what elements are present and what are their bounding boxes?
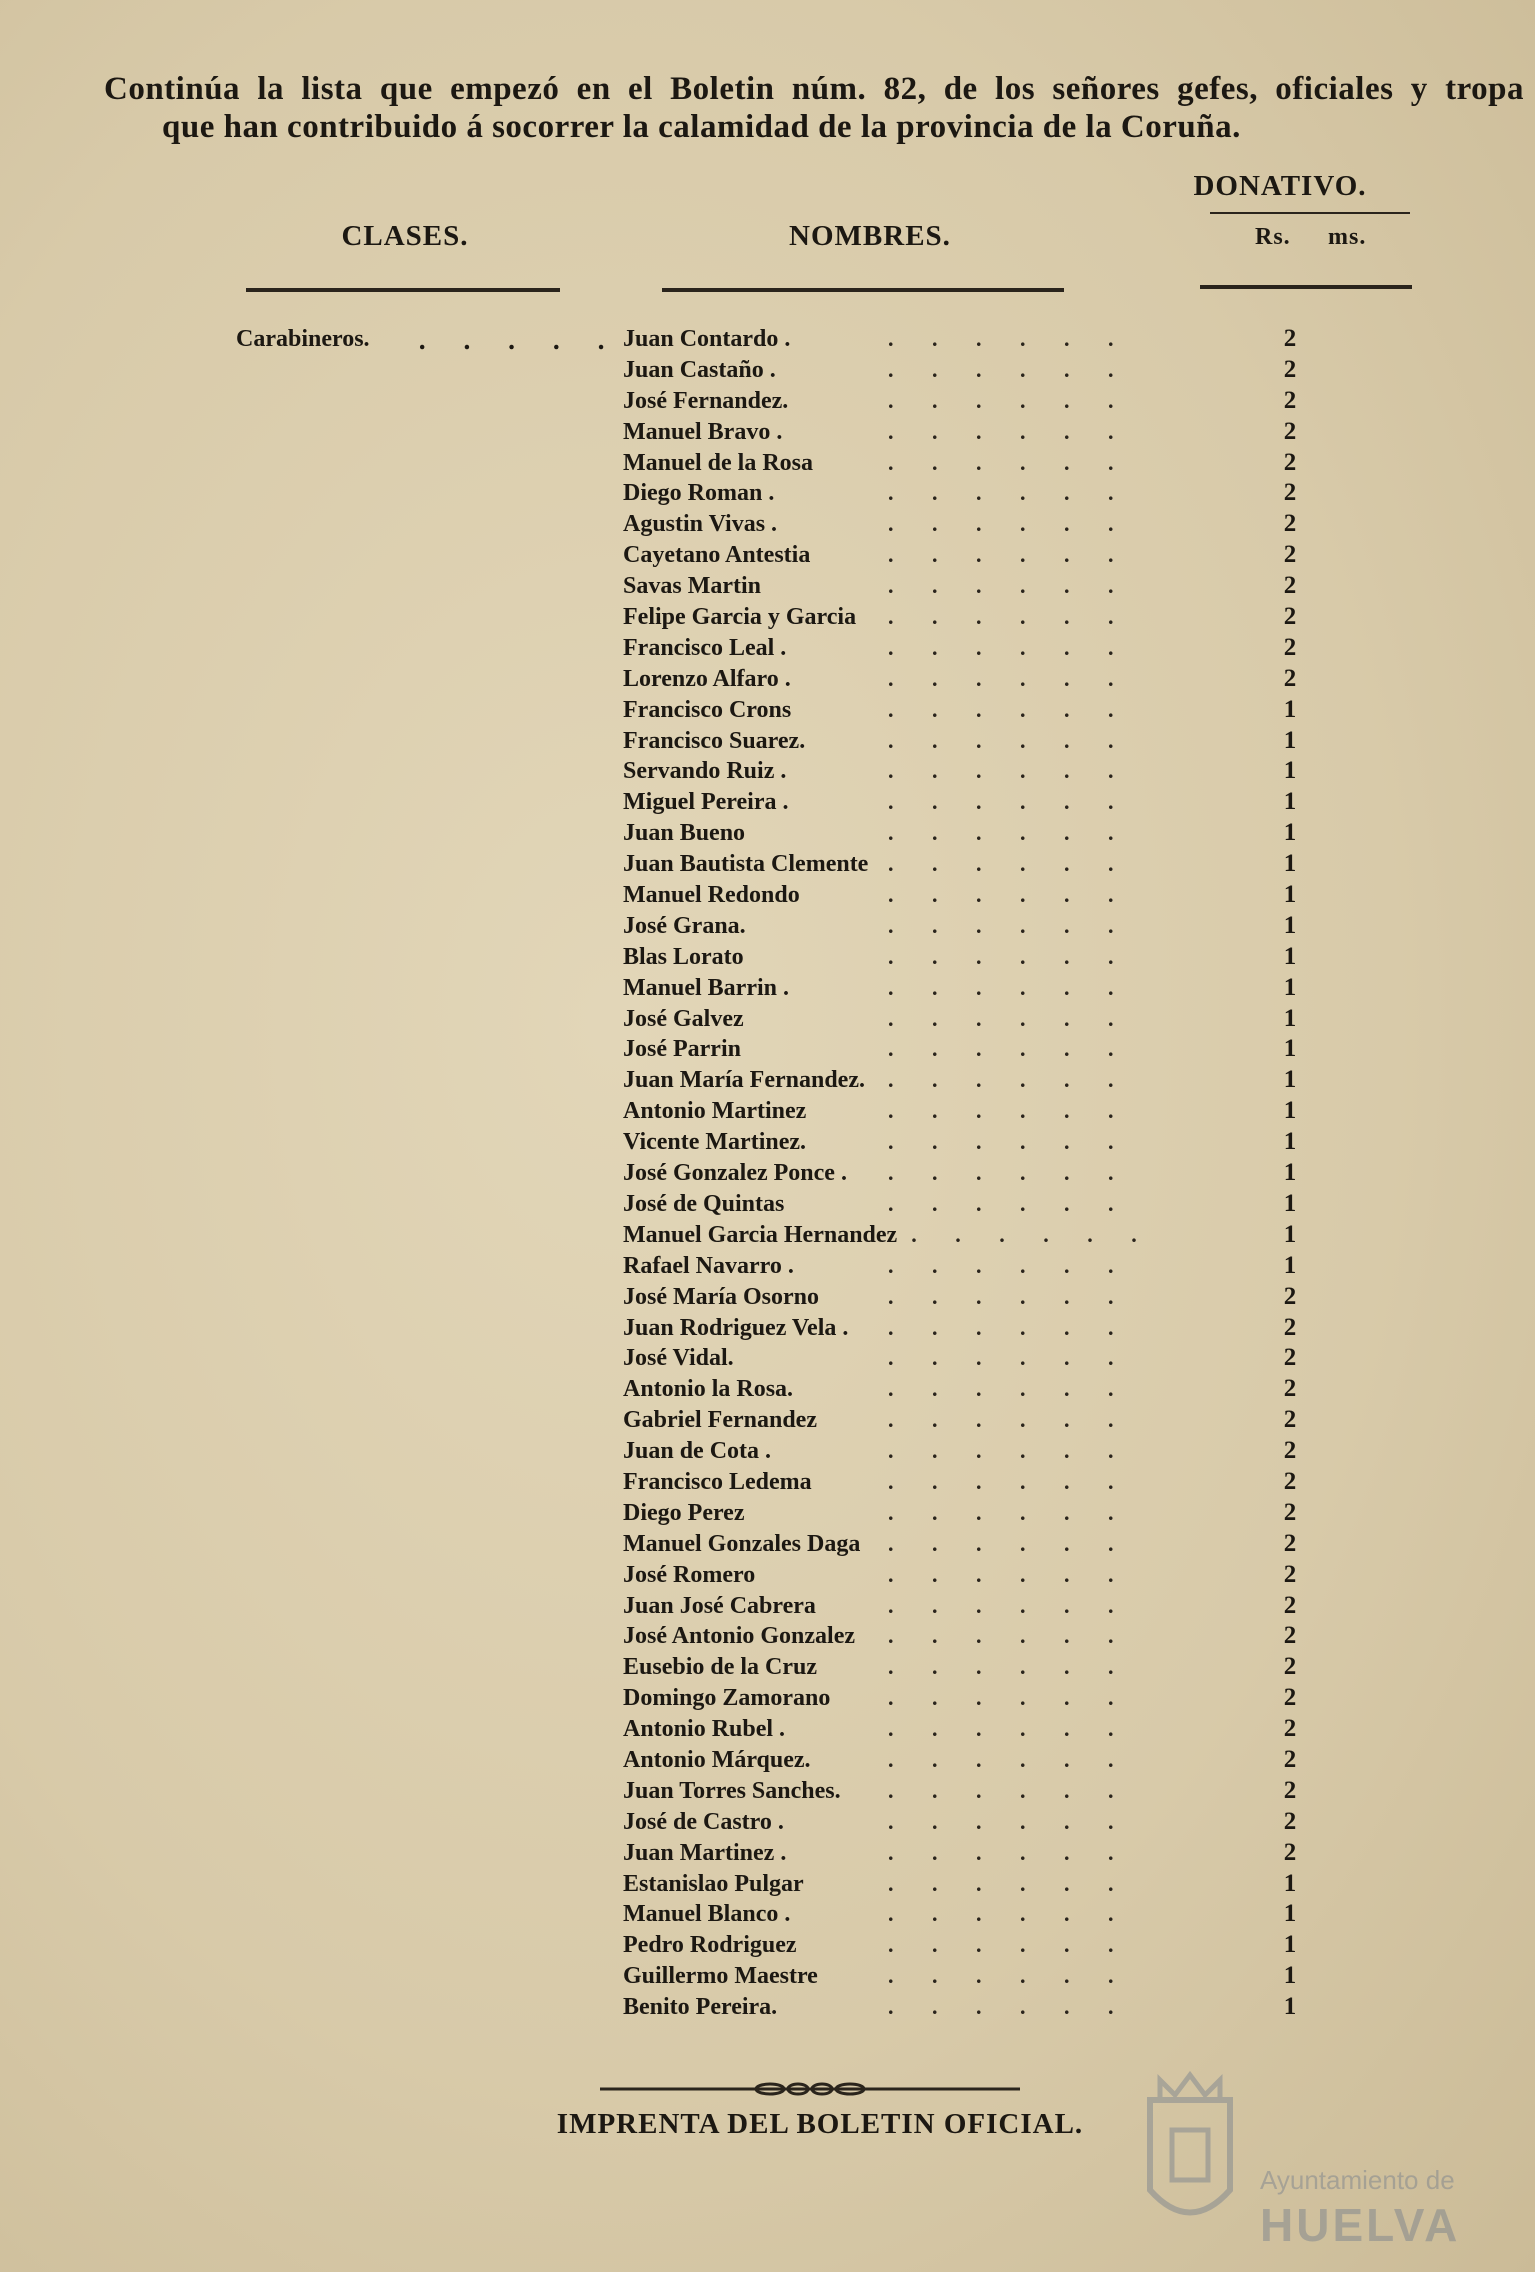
list-row bbox=[623, 1869, 1323, 1900]
donor-name: Juan José Cabrera bbox=[623, 1592, 816, 1619]
donation-amount: 1 bbox=[1283, 1097, 1297, 1125]
donation-amount: 1 bbox=[1283, 1962, 1297, 1990]
leader-dots: . . . . . . bbox=[888, 1160, 1114, 1186]
donation-amount: 1 bbox=[1283, 1931, 1297, 1959]
list-row bbox=[623, 1127, 1323, 1158]
donativo-bottom-rule bbox=[1200, 285, 1412, 289]
donor-name: Domingo Zamorano bbox=[623, 1685, 831, 1712]
donor-name: José de Castro . bbox=[623, 1808, 784, 1835]
donation-amount: 2 bbox=[1283, 1344, 1297, 1372]
donor-name: Antonio la Rosa. bbox=[623, 1376, 794, 1403]
donation-amount: 2 bbox=[1283, 1498, 1297, 1526]
list-row bbox=[623, 911, 1323, 942]
donation-amount: 1 bbox=[1283, 1128, 1297, 1156]
nombres-rule bbox=[662, 288, 1064, 292]
list-row bbox=[623, 1004, 1323, 1035]
leader-dots: . . . . . . bbox=[888, 387, 1114, 413]
leader-dots: . . . . . . bbox=[888, 1654, 1114, 1680]
donation-amount: 1 bbox=[1283, 1900, 1297, 1928]
list-row bbox=[623, 478, 1323, 509]
list-row bbox=[623, 1714, 1323, 1745]
donor-name: José Antonio Gonzalez bbox=[623, 1623, 855, 1650]
list-row bbox=[623, 417, 1323, 448]
watermark-stamp bbox=[1110, 2060, 1510, 2260]
donation-amount: 2 bbox=[1283, 1622, 1297, 1650]
leader-dots: . . . . . . bbox=[888, 542, 1114, 568]
leader-dots: . . . . . . bbox=[888, 1098, 1114, 1124]
leader-dots: . . . . . . bbox=[888, 665, 1114, 691]
donor-name: José María Osorno bbox=[623, 1283, 819, 1310]
list-row bbox=[623, 1683, 1323, 1714]
list-row bbox=[623, 324, 1323, 355]
donation-amount: 1 bbox=[1283, 973, 1297, 1001]
leader-dots: . . . . . . bbox=[888, 882, 1114, 908]
donation-amount: 2 bbox=[1283, 1437, 1297, 1465]
list-row bbox=[623, 787, 1323, 818]
leader-dots: . . . . . . bbox=[888, 1314, 1114, 1340]
donation-amount: 2 bbox=[1283, 572, 1297, 600]
donor-name: Manuel Garcia Hernandez bbox=[623, 1221, 898, 1248]
donor-name: José Galvez bbox=[623, 1005, 744, 1032]
list-row bbox=[623, 1436, 1323, 1467]
donor-name: Francisco Leal . bbox=[623, 634, 787, 661]
list-row bbox=[623, 355, 1323, 386]
donor-name: José de Quintas bbox=[623, 1190, 785, 1217]
leader-dots: . . . . . . bbox=[888, 1839, 1114, 1865]
list-row bbox=[623, 1621, 1323, 1652]
donor-name: Manuel de la Rosa bbox=[623, 449, 814, 476]
list-row bbox=[623, 1776, 1323, 1807]
leader-dots: . . . . . . bbox=[888, 1190, 1114, 1216]
leader-dots: . . . . . . bbox=[888, 943, 1114, 969]
leader-dots: . . . . . . bbox=[888, 1252, 1114, 1278]
list-row bbox=[623, 1961, 1323, 1992]
donor-name: Juan Rodriguez Vela . bbox=[623, 1314, 849, 1341]
donor-name: Manuel Blanco . bbox=[623, 1901, 791, 1928]
list-row bbox=[623, 1343, 1323, 1374]
leader-dots: . . . . . . bbox=[888, 1067, 1114, 1093]
intro-line-2: que han contribuido á socorrer la calamidad de la provincia de la Coruña. bbox=[162, 109, 1241, 145]
leader-dots: . . . . . . bbox=[888, 1746, 1114, 1772]
donor-name: Benito Pereira. bbox=[623, 1994, 778, 2021]
leader-dots: . . . . . . bbox=[888, 851, 1114, 877]
list-row bbox=[623, 633, 1323, 664]
donation-amount: 1 bbox=[1283, 1159, 1297, 1187]
leader-dots: . . . . . . bbox=[888, 1808, 1114, 1834]
donation-amount: 2 bbox=[1283, 1838, 1297, 1866]
list-row bbox=[623, 386, 1323, 417]
donor-name: Felipe Garcia y Garcia bbox=[623, 604, 857, 631]
donor-name: Servando Ruiz . bbox=[623, 758, 787, 785]
donor-name: Gabriel Fernandez bbox=[623, 1407, 817, 1434]
list-row bbox=[623, 448, 1323, 479]
leader-dots: . . . . . . bbox=[888, 356, 1114, 382]
leader-dots: . . . . . . bbox=[888, 1994, 1114, 2020]
leader-dots: . . . . . . bbox=[888, 727, 1114, 753]
donation-amount: 2 bbox=[1283, 1406, 1297, 1434]
list-row bbox=[623, 942, 1323, 973]
leader-dots: . . . . . . bbox=[888, 1685, 1114, 1711]
donation-amount: 2 bbox=[1283, 479, 1297, 507]
donation-amount: 2 bbox=[1283, 386, 1297, 414]
intro-text bbox=[104, 70, 1524, 146]
donor-name: José Grana. bbox=[623, 912, 746, 939]
donativo-rule bbox=[1210, 212, 1410, 214]
donor-name: Francisco Ledema bbox=[623, 1468, 812, 1495]
donation-amount: 2 bbox=[1283, 1282, 1297, 1310]
donation-amount: 2 bbox=[1283, 664, 1297, 692]
donor-name: Blas Lorato bbox=[623, 943, 744, 970]
list-row bbox=[623, 1374, 1323, 1405]
clases-rule bbox=[246, 288, 560, 292]
donor-name: Juan de Cota . bbox=[623, 1438, 772, 1465]
leader-dots: . . . . . . bbox=[888, 573, 1114, 599]
name-list bbox=[623, 324, 1323, 2023]
leader-dots: . . . . . . bbox=[888, 326, 1114, 351]
donor-name: José Gonzalez Ponce . bbox=[623, 1160, 847, 1187]
donation-amount: 2 bbox=[1283, 1715, 1297, 1743]
donation-amount: 2 bbox=[1283, 633, 1297, 661]
list-row bbox=[623, 1899, 1323, 1930]
donation-amount: 2 bbox=[1283, 1313, 1297, 1341]
donation-amount: 2 bbox=[1283, 417, 1297, 445]
donor-name: Francisco Suarez. bbox=[623, 727, 806, 754]
donation-amount: 1 bbox=[1283, 1189, 1297, 1217]
leader-dots: . . . . . . bbox=[888, 1438, 1114, 1464]
donation-amount: 1 bbox=[1283, 819, 1297, 847]
donation-amount: 1 bbox=[1283, 1066, 1297, 1094]
donor-name: Juan Torres Sanches. bbox=[623, 1777, 841, 1804]
donation-amount: 2 bbox=[1283, 1745, 1297, 1773]
list-row bbox=[623, 1189, 1323, 1220]
donor-name: Manuel Redondo bbox=[623, 882, 800, 909]
leader-dots: . . . . . . bbox=[888, 1870, 1114, 1896]
list-row bbox=[623, 1405, 1323, 1436]
header-nombres: NOMBRES. bbox=[789, 220, 951, 252]
footer-ornament bbox=[600, 2082, 1020, 2096]
donor-name: Diego Roman . bbox=[623, 480, 775, 507]
donation-amount: 1 bbox=[1283, 1869, 1297, 1897]
leader-dots: . . . . . . bbox=[888, 1530, 1114, 1556]
donor-name: Vicente Martinez. bbox=[623, 1129, 807, 1156]
list-row bbox=[623, 1498, 1323, 1529]
coat-of-arms-icon bbox=[1130, 2060, 1250, 2260]
donation-amount: 1 bbox=[1283, 788, 1297, 816]
donation-amount: 1 bbox=[1283, 1004, 1297, 1032]
donation-amount: 1 bbox=[1283, 881, 1297, 909]
donation-amount: 1 bbox=[1283, 942, 1297, 970]
list-row bbox=[623, 540, 1323, 571]
leader-dots: . . . . . . bbox=[888, 1468, 1114, 1494]
leader-dots: . . . . . . bbox=[888, 974, 1114, 1000]
donor-name: Antonio Márquez. bbox=[623, 1746, 811, 1773]
watermark-line-1: Ayuntamiento de bbox=[1260, 2165, 1455, 2195]
leader-dots: . . . . . . bbox=[888, 1963, 1114, 1989]
donation-amount: 1 bbox=[1283, 1251, 1297, 1279]
leader-dots: . . . . . . bbox=[888, 1129, 1114, 1155]
leader-dots: . . . . . . bbox=[888, 696, 1114, 722]
list-row bbox=[623, 1992, 1323, 2023]
donor-name: Antonio Martinez bbox=[623, 1098, 807, 1125]
donation-amount: 2 bbox=[1283, 448, 1297, 476]
donation-amount: 1 bbox=[1283, 726, 1297, 754]
leader-dots: . . . . . . bbox=[888, 789, 1114, 815]
list-row bbox=[623, 756, 1323, 787]
leader-dots: . . . . . . bbox=[888, 1407, 1114, 1433]
donor-name: José Vidal. bbox=[623, 1345, 734, 1372]
leader-dots: . . . . . . bbox=[888, 1376, 1114, 1402]
donation-amount: 2 bbox=[1283, 1684, 1297, 1712]
list-row bbox=[623, 664, 1323, 695]
donation-amount: 1 bbox=[1283, 1035, 1297, 1063]
donation-amount: 2 bbox=[1283, 1467, 1297, 1495]
list-row bbox=[623, 973, 1323, 1004]
donation-amount: 2 bbox=[1283, 1807, 1297, 1835]
donation-amount: 2 bbox=[1283, 1560, 1297, 1588]
leader-dots: . . . . . . bbox=[888, 758, 1114, 784]
donor-name: Rafael Navarro . bbox=[623, 1252, 794, 1279]
leader-dots: . . . . . . bbox=[888, 1932, 1114, 1958]
header-donativo: DONATIVO. bbox=[1193, 170, 1367, 202]
donation-amount: 2 bbox=[1283, 325, 1297, 352]
list-row bbox=[623, 1930, 1323, 1961]
donor-name: Juan Contardo . bbox=[623, 326, 791, 352]
donor-name: Diego Perez bbox=[623, 1499, 745, 1526]
leader-dots: . . . . . . bbox=[888, 604, 1114, 630]
list-row bbox=[623, 1065, 1323, 1096]
intro-line-1: Continúa la lista que empezó en el Boletin núm. 82, de los señores gefes, oficiales y tropa bbox=[104, 71, 1524, 107]
list-row bbox=[623, 1591, 1323, 1622]
footer-imprint: IMPRENTA DEL BOLETIN OFICIAL. bbox=[556, 2108, 1084, 2140]
donation-amount: 2 bbox=[1283, 1653, 1297, 1681]
leader-dots: . . . . . . bbox=[888, 1283, 1114, 1309]
list-row bbox=[623, 818, 1323, 849]
donor-name: Miguel Pereira . bbox=[623, 789, 789, 816]
donation-amount: 2 bbox=[1283, 541, 1297, 569]
donor-name: Juan Bueno bbox=[623, 820, 746, 847]
donor-name: Eusebio de la Cruz bbox=[623, 1654, 818, 1681]
donation-amount: 2 bbox=[1283, 510, 1297, 538]
donation-amount: 1 bbox=[1283, 911, 1297, 939]
list-row bbox=[623, 1220, 1323, 1251]
leader-dots: . . . . . . bbox=[888, 1716, 1114, 1742]
donor-name: Manuel Barrin . bbox=[623, 974, 789, 1001]
donation-amount: 2 bbox=[1283, 1529, 1297, 1557]
donation-amount: 1 bbox=[1283, 850, 1297, 878]
leader-dots: . . . . . . bbox=[911, 1221, 1137, 1247]
donation-amount: 1 bbox=[1283, 695, 1297, 723]
header-rs: Rs. bbox=[1255, 224, 1291, 250]
leader-dots: . . . . . . bbox=[888, 1623, 1114, 1649]
list-row bbox=[623, 1282, 1323, 1313]
donation-amount: 2 bbox=[1283, 1776, 1297, 1804]
donor-name: José Fernandez. bbox=[623, 387, 789, 414]
watermark-line-2: HUELVA bbox=[1260, 2199, 1461, 2251]
list-row bbox=[623, 1807, 1323, 1838]
list-row bbox=[623, 1158, 1323, 1189]
donor-name: Juan Castaño . bbox=[623, 356, 776, 383]
leader-dots: . . . . . . bbox=[888, 1561, 1114, 1587]
list-row bbox=[623, 1838, 1323, 1869]
list-row bbox=[623, 1652, 1323, 1683]
list-row bbox=[623, 726, 1323, 757]
donor-name: Guillermo Maestre bbox=[623, 1963, 818, 1990]
leader-dots: . . . . . . bbox=[888, 1592, 1114, 1618]
list-row bbox=[623, 1745, 1323, 1776]
donor-name: Francisco Crons bbox=[623, 696, 792, 723]
donation-amount: 2 bbox=[1283, 355, 1297, 383]
donor-name: Antonio Rubel . bbox=[623, 1716, 786, 1743]
donor-name: Lorenzo Alfaro . bbox=[623, 665, 791, 692]
list-row bbox=[623, 571, 1323, 602]
donor-name: José Romero bbox=[623, 1561, 756, 1588]
donation-amount: 2 bbox=[1283, 1591, 1297, 1619]
donor-name: Estanislao Pulgar bbox=[623, 1870, 804, 1897]
leader-dots: . . . . . . bbox=[888, 449, 1114, 475]
donor-name: Manuel Bravo . bbox=[623, 418, 783, 445]
donor-name: Manuel Gonzales Daga bbox=[623, 1530, 861, 1557]
list-row bbox=[623, 1096, 1323, 1127]
leader-dots: . . . . . . bbox=[888, 1777, 1114, 1803]
leader-dots: . . . . . . bbox=[888, 1901, 1114, 1927]
donation-amount: 2 bbox=[1283, 1375, 1297, 1403]
list-row bbox=[623, 695, 1323, 726]
leader-dots: . . . . . . bbox=[888, 634, 1114, 660]
leader-dots: . . . . . . bbox=[888, 480, 1114, 506]
leader-dots: . . . . . . bbox=[888, 511, 1114, 537]
donor-name: Juan María Fernandez. bbox=[623, 1067, 865, 1094]
donor-name: Juan Martinez . bbox=[623, 1839, 787, 1866]
list-row bbox=[623, 1467, 1323, 1498]
list-row bbox=[623, 1034, 1323, 1065]
list-row bbox=[623, 602, 1323, 633]
list-row bbox=[623, 1560, 1323, 1591]
list-row bbox=[623, 1313, 1323, 1344]
donor-name: Juan Bautista Clemente bbox=[623, 851, 869, 878]
donor-name: Cayetano Antestia bbox=[623, 542, 811, 569]
leader-dots: . . . . . . bbox=[888, 912, 1114, 938]
list-row bbox=[623, 1251, 1323, 1282]
list-row bbox=[623, 880, 1323, 911]
donor-name: José Parrin bbox=[623, 1036, 741, 1063]
leader-dots: . . . . . . bbox=[888, 1036, 1114, 1062]
donor-name: Agustin Vivas . bbox=[623, 511, 778, 538]
donor-name: Savas Martin bbox=[623, 573, 761, 600]
list-row bbox=[623, 509, 1323, 540]
leader-dots: . . . . . . bbox=[888, 1345, 1114, 1371]
leader-dots: . . . . . . bbox=[888, 820, 1114, 846]
donation-amount: 2 bbox=[1283, 603, 1297, 631]
list-row bbox=[623, 849, 1323, 880]
header-ms: ms. bbox=[1328, 224, 1367, 250]
list-row bbox=[623, 1529, 1323, 1560]
donation-amount: 1 bbox=[1283, 757, 1297, 785]
leader-dots: . . . . . . bbox=[888, 1499, 1114, 1525]
donation-amount: 1 bbox=[1283, 1993, 1297, 2021]
leader-dots: . . . . . . bbox=[888, 1005, 1114, 1031]
donor-name: Pedro Rodriguez bbox=[623, 1932, 797, 1959]
header-clases: CLASES. bbox=[341, 220, 469, 252]
class-leader-dots: . . . . . bbox=[418, 326, 620, 355]
donation-amount: 1 bbox=[1283, 1220, 1297, 1248]
class-label: Carabineros. bbox=[236, 326, 370, 352]
leader-dots: . . . . . . bbox=[888, 418, 1114, 444]
